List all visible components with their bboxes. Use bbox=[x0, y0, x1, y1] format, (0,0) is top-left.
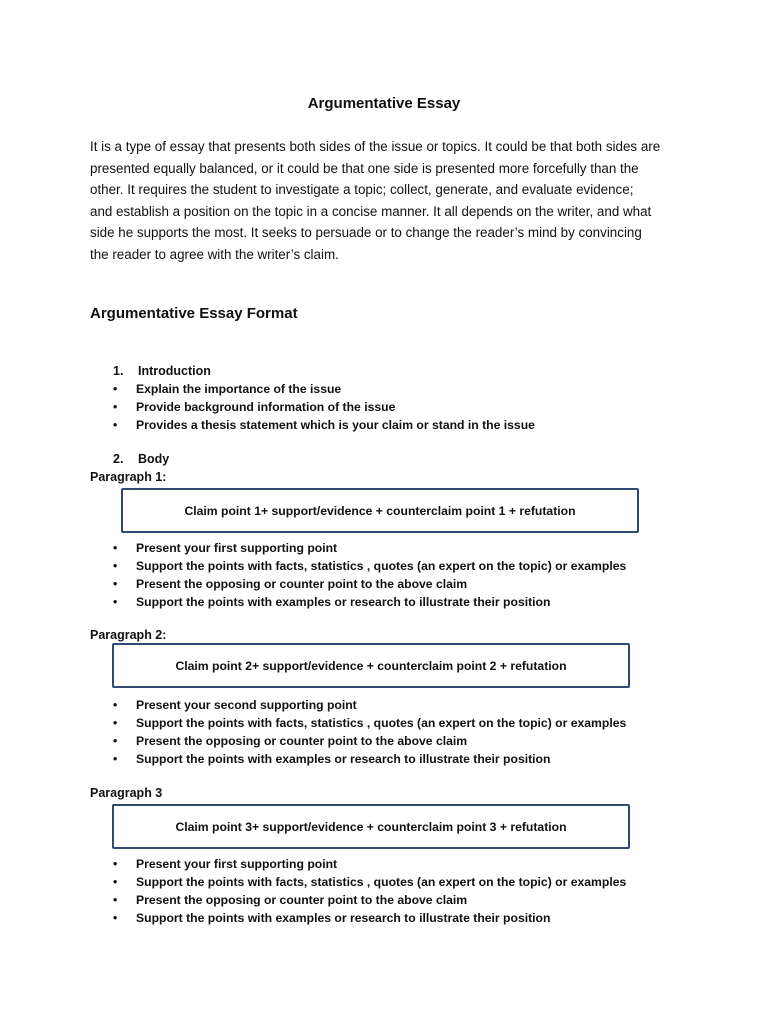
bullet-text: Provides a thesis statement which is your claim or stand in the issue bbox=[136, 418, 535, 432]
body-heading bbox=[113, 452, 169, 466]
bullet-glyph: • bbox=[113, 400, 118, 414]
bullet-text: Support the points with facts, statistics , quotes (an expert on the topic) or examples bbox=[136, 875, 627, 889]
bullet-text: Support the points with examples or research to illustrate their position bbox=[136, 595, 551, 609]
paragraph-3-claim: Claim point 3+ support/evidence + counterclaim point 3 + refutation bbox=[175, 819, 567, 834]
list-item bbox=[113, 750, 626, 768]
bullet-glyph: • bbox=[113, 893, 118, 907]
list-item bbox=[113, 891, 626, 909]
paragraph-3-label: Paragraph 3 bbox=[90, 786, 163, 800]
intro-line: and establish a position on the topic in a concise manner. It all depends on the writer, and what bbox=[90, 203, 652, 219]
paragraph-1-claim-box bbox=[121, 488, 639, 533]
bullet-glyph: • bbox=[113, 577, 118, 591]
bullet-text: Support the points with examples or research to illustrate their position bbox=[136, 752, 551, 766]
list-item bbox=[113, 593, 626, 611]
bullet-text: Support the points with facts, statistics , quotes (an expert on the topic) or examples bbox=[136, 716, 627, 730]
bullet-glyph: • bbox=[113, 698, 118, 712]
list-item bbox=[113, 557, 626, 575]
bullet-text: Support the points with examples or research to illustrate their position bbox=[136, 911, 551, 925]
intro-paragraph bbox=[90, 136, 690, 266]
bullet-glyph: • bbox=[113, 752, 118, 766]
bullet-text: Support the points with facts, statistics , quotes (an expert on the topic) or examples bbox=[136, 559, 627, 573]
bullet-glyph: • bbox=[113, 734, 118, 748]
introduction-heading bbox=[113, 364, 211, 378]
bullet-text: Provide background information of the issue bbox=[136, 400, 396, 414]
paragraph-2-claim: Claim point 2+ support/evidence + counterclaim point 2 + refutation bbox=[175, 658, 567, 673]
paragraph-2-bullets bbox=[113, 696, 626, 768]
bullet-text: Explain the importance of the issue bbox=[136, 382, 342, 396]
paragraph-1-bullets bbox=[113, 539, 626, 611]
body-heading-text: Body bbox=[138, 452, 170, 466]
bullet-glyph: • bbox=[113, 418, 118, 432]
bullet-glyph: • bbox=[113, 559, 118, 573]
bullet-glyph: • bbox=[113, 541, 118, 555]
bullet-text: Present the opposing or counter point to the above claim bbox=[136, 734, 468, 748]
bullet-text: Present the opposing or counter point to the above claim bbox=[136, 893, 468, 907]
bullet-glyph: • bbox=[113, 716, 118, 730]
intro-line: the reader to agree with the writer’s claim. bbox=[90, 246, 339, 262]
bullet-text: Present your first supporting point bbox=[136, 541, 338, 555]
paragraph-1-label: Paragraph 1: bbox=[90, 470, 167, 484]
list-item bbox=[113, 909, 626, 927]
list-item bbox=[113, 855, 626, 873]
bullet-glyph: • bbox=[113, 875, 118, 889]
paragraph-3-claim-box bbox=[112, 804, 630, 849]
format-title: Argumentative Essay Format bbox=[90, 305, 298, 322]
list-item bbox=[113, 380, 535, 398]
intro-line: other. It requires the student to investigate a topic; collect, generate, and evaluate evidence; bbox=[90, 182, 634, 198]
bullet-text: Present your second supporting point bbox=[136, 698, 357, 712]
list-item bbox=[113, 575, 626, 593]
paragraph-2-claim-box bbox=[112, 643, 630, 688]
intro-line: It is a type of essay that presents both sides of the issue or topics. It could be that both sides are bbox=[90, 139, 661, 154]
bullet-text: Present the opposing or counter point to the above claim bbox=[136, 577, 468, 591]
introduction-heading-text: Introduction bbox=[138, 364, 211, 378]
list-item bbox=[113, 714, 626, 732]
paragraph-3-bullets bbox=[113, 855, 626, 927]
bullet-glyph: • bbox=[113, 857, 118, 871]
body-number: 2. bbox=[113, 452, 124, 466]
bullet-glyph: • bbox=[113, 382, 118, 396]
list-item bbox=[113, 539, 626, 557]
intro-line: side he supports the most. It seeks to persuade or to change the reader’s mind by convincing bbox=[90, 225, 642, 241]
document-title: Argumentative Essay bbox=[307, 95, 461, 112]
bullet-glyph: • bbox=[113, 911, 118, 925]
list-item bbox=[113, 696, 626, 714]
list-item bbox=[113, 873, 626, 891]
list-item bbox=[113, 398, 535, 416]
paragraph-1-claim: Claim point 1+ support/evidence + counterclaim point 1 + refutation bbox=[184, 503, 576, 518]
introduction-bullets bbox=[113, 380, 535, 434]
list-item bbox=[113, 416, 535, 434]
bullet-glyph: • bbox=[113, 595, 118, 609]
list-item bbox=[113, 732, 626, 750]
paragraph-2-label: Paragraph 2: bbox=[90, 628, 167, 642]
intro-line: presented equally balanced, or it could be that one side is presented more forcefully than the bbox=[90, 160, 639, 176]
bullet-text: Present your first supporting point bbox=[136, 857, 338, 871]
introduction-number: 1. bbox=[113, 364, 124, 378]
